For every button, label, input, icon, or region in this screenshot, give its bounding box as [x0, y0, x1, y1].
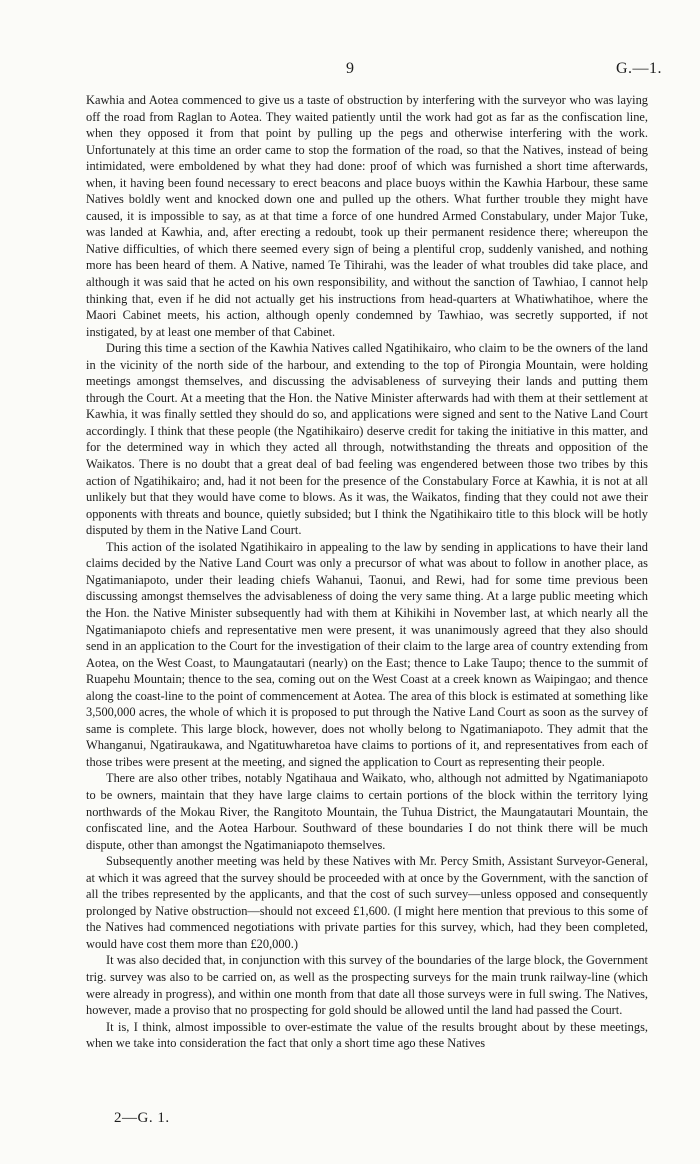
paragraph: Subsequently another meeting was held by these Natives with Mr. Percy Smith, Assistant Surveyor-General, at which it was agreed that the survey should be proceeded with at once by the Government, with the sanction of all the tribes represented by the applicants, and that the cost of such survey—unless opposed and consequently prolonged by Native obstruction—should not exceed £1,600. (I might here mention that previous to this some of the Natives had commenced negotiations with private parties for this survey, which, had they been completed, would have cost them more than £20,000.)	[86, 854, 648, 951]
body-text	[86, 92, 648, 1052]
paragraph: It is, I think, almost impossible to over-estimate the value of the results brought about by these meetings, when we take into consideration the fact that only a short time ago these Natives	[86, 1019, 648, 1051]
document-reference: G.—1.	[615, 60, 662, 77]
paragraph: It was also decided that, in conjunction with this survey of the boundaries of the large block, the Government trig. survey was also to be carried on, as well as the prospecting surveys for the main trunk railway-line (which were already in progress), and within one month from that date all those surveys were in full swing. The Natives, however, made a proviso that no prospecting for gold should be allowed until the land had passed the Court.	[86, 953, 648, 1018]
page-number: 9	[346, 60, 354, 77]
paragraph: This action of the isolated Ngatihikairo in appealing to the law by sending in applications to have their land claims decided by the Native Land Court was only a precursor of what was about to follow in another place, as Ngatimaniapoto, under their leading chiefs Wahanui, Taonui, and Rewi, had for some time previous been discussing amongst themselves the advisableness of doing the very same thing. At a large public meeting which the Hon. the Native Minister subsequently had with them at Kihikihi in November last, at which nearly all the Ngatimaniapoto chiefs and representative men were present, it was unanimously agreed that they also should send in an application to the Court for the investigation of their claim to the large area of country extending from Aotea, on the West Coast, to Maungatautari (nearly) on the East; thence to Lake Taupo; thence to the summit of Ruapehu Mountain; thence to the sea, coming out on the West Coast at a creek known as Waipingao; and thence along the coast-line to the point of commencement at Aotea. The area of this block is estimated at something like 3,500,000 acres, the whole of which it is proposed to put through the Native Land Court as soon as the survey of same is complete. This large block, however, does not wholly belong to Ngatimaniapoto. They admit that the Whanganui, Ngatiraukawa, and Ngatituwharetoa have claims to portions of it, and representatives from each of those tribes were present at the meeting, and signed the application to Court as representing their people.	[86, 539, 648, 769]
paragraph: There are also other tribes, notably Ngatihaua and Waikato, who, although not admitted by Ngatimaniapoto to be owners, maintain that they have large claims to certain portions of the block within the territory lying northwards of the Mokau River, the Rangitoto Mountain, the Tuhua District, the Maungatautari Mountain, the confiscated line, and the Aotea Harbour. Southward of these boundaries I do not think there will be much dispute, other than amongst the Ngatimaniapoto themselves.	[86, 771, 648, 852]
paragraph: During this time a section of the Kawhia Natives called Ngatihikairo, who claim to be the owners of the land in the vicinity of the north side of the harbour, and extending to the top of Pirongia Mountain, were holding meetings amongst themselves, and discussing the advisableness of surveying their lands and putting them through the Court. At a meeting that the Hon. the Native Minister afterwards had with them at their settlement at Kawhia, it was finally settled they should do so, and applications were signed and sent to the Native Land Court accordingly. I think that these people (the Ngatihikairo) deserve credit for taking the initiative in this matter, and for the determined way in which they acted all through, notwithstanding the threats and opposition of the Waikatos. There is no doubt that a great deal of bad feeling was engendered between those two tribes by this action of Ngatihikairo; and, had it not been for the presence of the Constabulary Force at Kawhia, it is not at all unlikely but that they would have come to blows. As it was, the Waikatos, finding that they could not awe their opponents with threats and bounce, quietly subsided; but I think the Ngatihikairo title to this block will be hotly disputed by them in the Native Land Court.	[86, 341, 648, 538]
sheet-signature: 2—G. 1.	[114, 1110, 170, 1126]
paragraph: Kawhia and Aotea commenced to give us a taste of obstruction by interfering with the surveyor who was laying off the road from Raglan to Aotea. They waited patiently until the work had got as far as the confiscation line, when they opposed it from that point by pulling up the pegs and otherwise interfering with the work. Unfortunately at this time an order came to stop the formation of the road, so that the Natives, instead of being intimidated, were emboldened by what they had done: proof of which was furnished a short time afterwards, when, it having been found necessary to erect beacons and place buoys within the Kawhia Harbour, these same Natives boldly went and knocked down one and pulled up the others. What further trouble they might have caused, it is impossible to say, as at that time a force of one hundred Armed Constabulary, under Major Tuke, was landed at Kawhia, and, after erecting a redoubt, took up their permanent residence there; whereupon the Native difficulties, of which there seemed every sign of being a plentiful crop, suddenly vanished, and nothing more has been heard of them. A Native, named Te Tihirahi, was the leader of what troubles did take place, and although it was said that he acted on his own responsibility, and without the sanction of Tawhiao, I cannot help thinking that, even if he did not actually get his instructions from head-quarters at Whatiwhatihoe, where the Maori Cabinet meets, his action, although openly condemned by Tawhiao, was secretly supported, if not instigated, by at least one member of that Cabinet.	[86, 93, 648, 339]
